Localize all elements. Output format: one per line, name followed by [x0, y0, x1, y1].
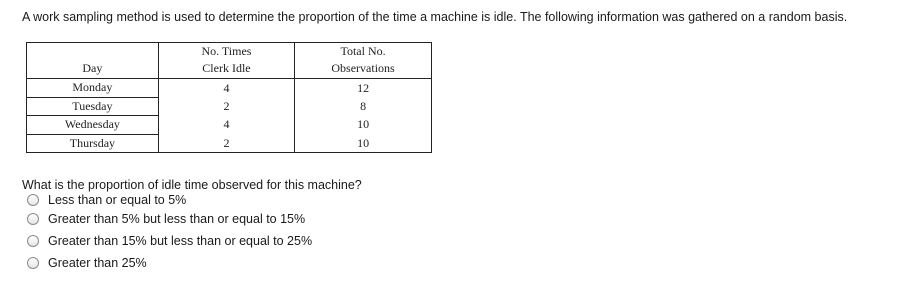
radio-button[interactable] — [27, 235, 39, 247]
header-times-idle-line1: No. Times — [201, 44, 252, 58]
cell-day: Monday — [27, 79, 159, 98]
cell-day: Wednesday — [27, 116, 159, 135]
table-row — [27, 79, 432, 98]
cell-total-observations: 8 — [360, 98, 367, 113]
cell-day: Thursday — [27, 134, 159, 153]
answer-option-label: Greater than 5% but less than or equal to 15% — [48, 212, 306, 226]
answer-option-3[interactable] — [27, 230, 312, 252]
header-total-line2: Observations — [331, 61, 395, 75]
header-total-observations — [295, 43, 432, 79]
table-row — [27, 116, 432, 135]
table-header-row — [27, 43, 432, 79]
cell-total-observations: 10 — [357, 117, 370, 132]
observations-table — [26, 42, 432, 153]
question-text: What is the proportion of idle time observed for this machine? — [22, 178, 362, 192]
answer-option-label: Less than or equal to 5% — [48, 193, 187, 207]
cell-total-observations: 10 — [357, 135, 370, 150]
header-times-idle — [158, 43, 294, 79]
radio-button[interactable] — [27, 194, 39, 206]
table-row — [27, 97, 432, 116]
cell-times-idle: 4 — [158, 79, 294, 98]
answer-option-label: Greater than 25% — [48, 256, 147, 270]
answer-option-4[interactable] — [27, 252, 312, 274]
question-intro-text: A work sampling method is used to determine the proportion of the time a machine is idle. The following information was gathered on a random basis. — [22, 10, 848, 24]
cell-day: Tuesday — [27, 97, 159, 116]
answer-option-2[interactable] — [27, 208, 312, 230]
header-times-idle-line2: Clerk Idle — [202, 61, 251, 75]
answer-options — [27, 192, 312, 274]
answer-option-1[interactable] — [27, 192, 312, 208]
header-day — [27, 43, 159, 79]
cell-times-idle: 2 — [158, 134, 294, 153]
radio-button[interactable] — [27, 257, 39, 269]
cell-times-idle: 4 — [158, 116, 294, 135]
header-total-line1: Total No. — [340, 44, 386, 58]
radio-button[interactable] — [27, 213, 39, 225]
table-row — [27, 134, 432, 153]
cell-total-observations: 12 — [357, 80, 370, 95]
cell-times-idle: 2 — [158, 97, 294, 116]
answer-option-label: Greater than 15% but less than or equal to 25% — [48, 234, 313, 248]
header-day-label: Day — [82, 61, 103, 75]
